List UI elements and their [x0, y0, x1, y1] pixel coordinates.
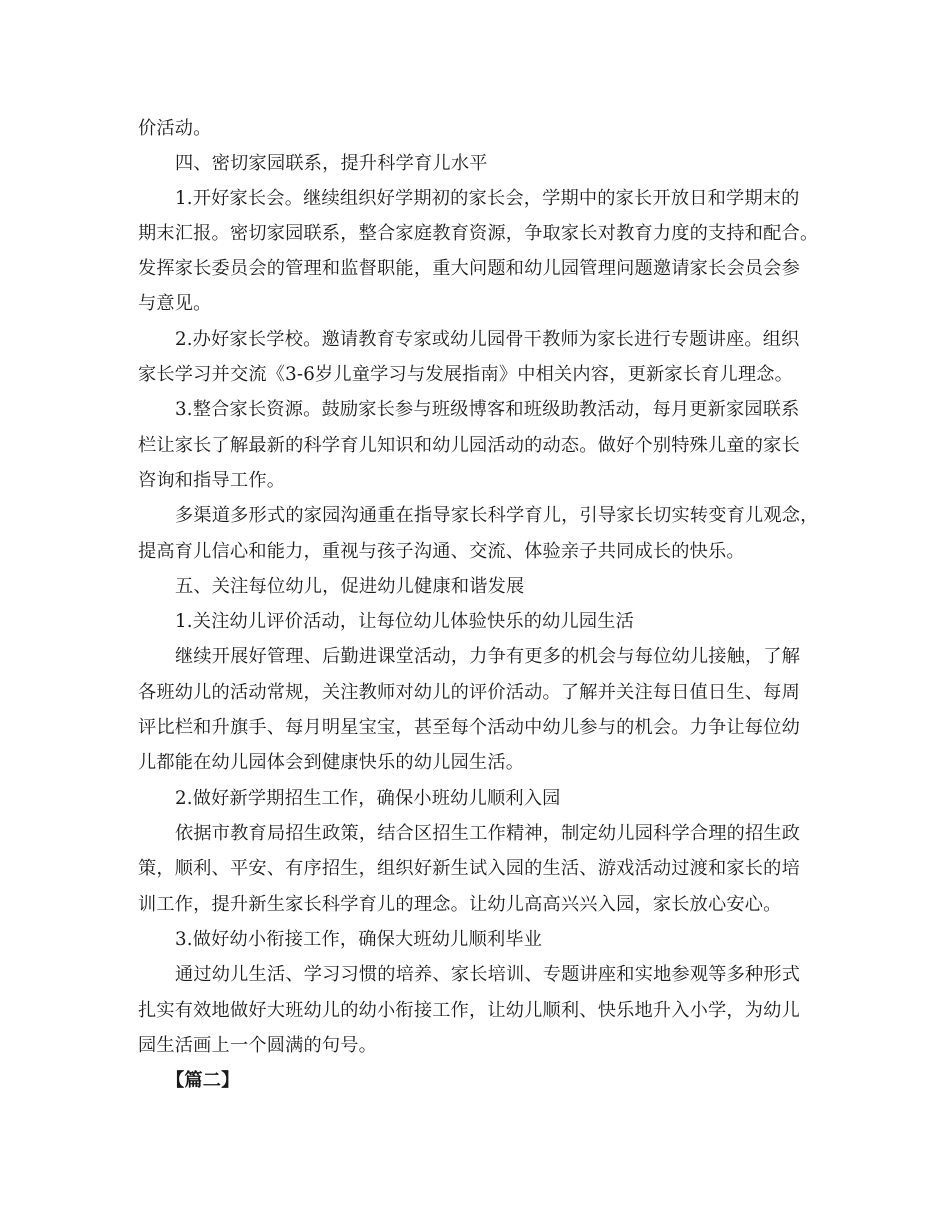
text-line: 价活动。 [138, 118, 212, 139]
text-line: 通过幼儿生活、学习习惯的培养、家长培训、专题讲座和实地参观等多种形式 [175, 964, 801, 985]
text-line: 期末汇报。密切家园联系，整合家庭教育资源，争取家长对教育力度的支持和配合。 [138, 223, 819, 244]
text-line: 各班幼儿的活动常规，关注教师对幼儿的评价活动。了解并关注每日值日生、每周 [138, 682, 800, 703]
text-line: 提高育儿信心和能力，重视与孩子沟通、交流、体验亲子共同成长的快乐。 [138, 541, 745, 562]
section-heading: 四、密切家园联系，提升科学育儿水平 [175, 153, 488, 174]
text-line: 1.开好家长会。继续组织好学期初的家长会，学期中的家长开放日和学期末的 [175, 188, 800, 209]
subsection-heading: 3.做好幼小衔接工作，确保大班幼儿顺利毕业 [175, 929, 543, 950]
text-line: 儿都能在幼儿园体会到健康快乐的幼儿园生活。 [138, 752, 525, 773]
section-heading: 五、关注每位幼儿，促进幼儿健康和谐发展 [175, 576, 525, 597]
text-line: 栏让家长了解最新的科学育儿知识和幼儿园活动的动态。做好个别特殊儿童的家长 [138, 435, 800, 456]
text-line: 2.办好家长学校。邀请教育专家或幼儿园骨干教师为家长进行专题讲座。组织 [175, 329, 800, 350]
text-line: 多渠道多形式的家园沟通重在指导家长科学育儿，引导家长切实转变育儿观念， [175, 505, 819, 526]
text-line: 咨询和指导工作。 [138, 470, 286, 491]
text-line: 发挥家长委员会的管理和监督职能，重大问题和幼儿园管理问题邀请家长会员会参 [138, 258, 800, 279]
text-line: 继续开展好管理、后勤进课堂活动，力争有更多的机会与每位幼儿接触，了解 [175, 646, 801, 667]
text-line: 扎实有效地做好大班幼儿的幼小衔接工作，让幼儿顺利、快乐地升入小学，为幼儿 [138, 1000, 800, 1021]
text-line: 评比栏和升旗手、每月明星宝宝，甚至每个活动中幼儿参与的机会。力争让每位幼 [138, 717, 800, 738]
subsection-heading: 1.关注幼儿评价活动，让每位幼儿体验快乐的幼儿园生活 [175, 611, 635, 632]
text-line: 训工作，提升新生家长科学育儿的理念。让幼儿高高兴兴入园，家长放心安心。 [138, 894, 782, 915]
text-line: 策，顺利、平安、有序招生，组织好新生试入园的生活、游戏活动过渡和家长的培 [138, 858, 800, 879]
text-line: 3.整合家长资源。鼓励家长参与班级博客和班级助教活动，每月更新家园联系 [175, 399, 800, 420]
part-heading: 【篇二】 [166, 1070, 240, 1091]
text-line: 与意见。 [138, 293, 212, 314]
text-line: 家长学习并交流《3-6岁儿童学习与发展指南》中相关内容，更新家长育儿理念。 [138, 364, 794, 385]
subsection-heading: 2.做好新学期招生工作，确保小班幼儿顺利入园 [175, 788, 561, 809]
text-line: 园生活画上一个圆满的句号。 [138, 1035, 378, 1056]
text-line: 依据市教育局招生政策，结合区招生工作精神，制定幼儿园科学合理的招生政 [175, 823, 801, 844]
